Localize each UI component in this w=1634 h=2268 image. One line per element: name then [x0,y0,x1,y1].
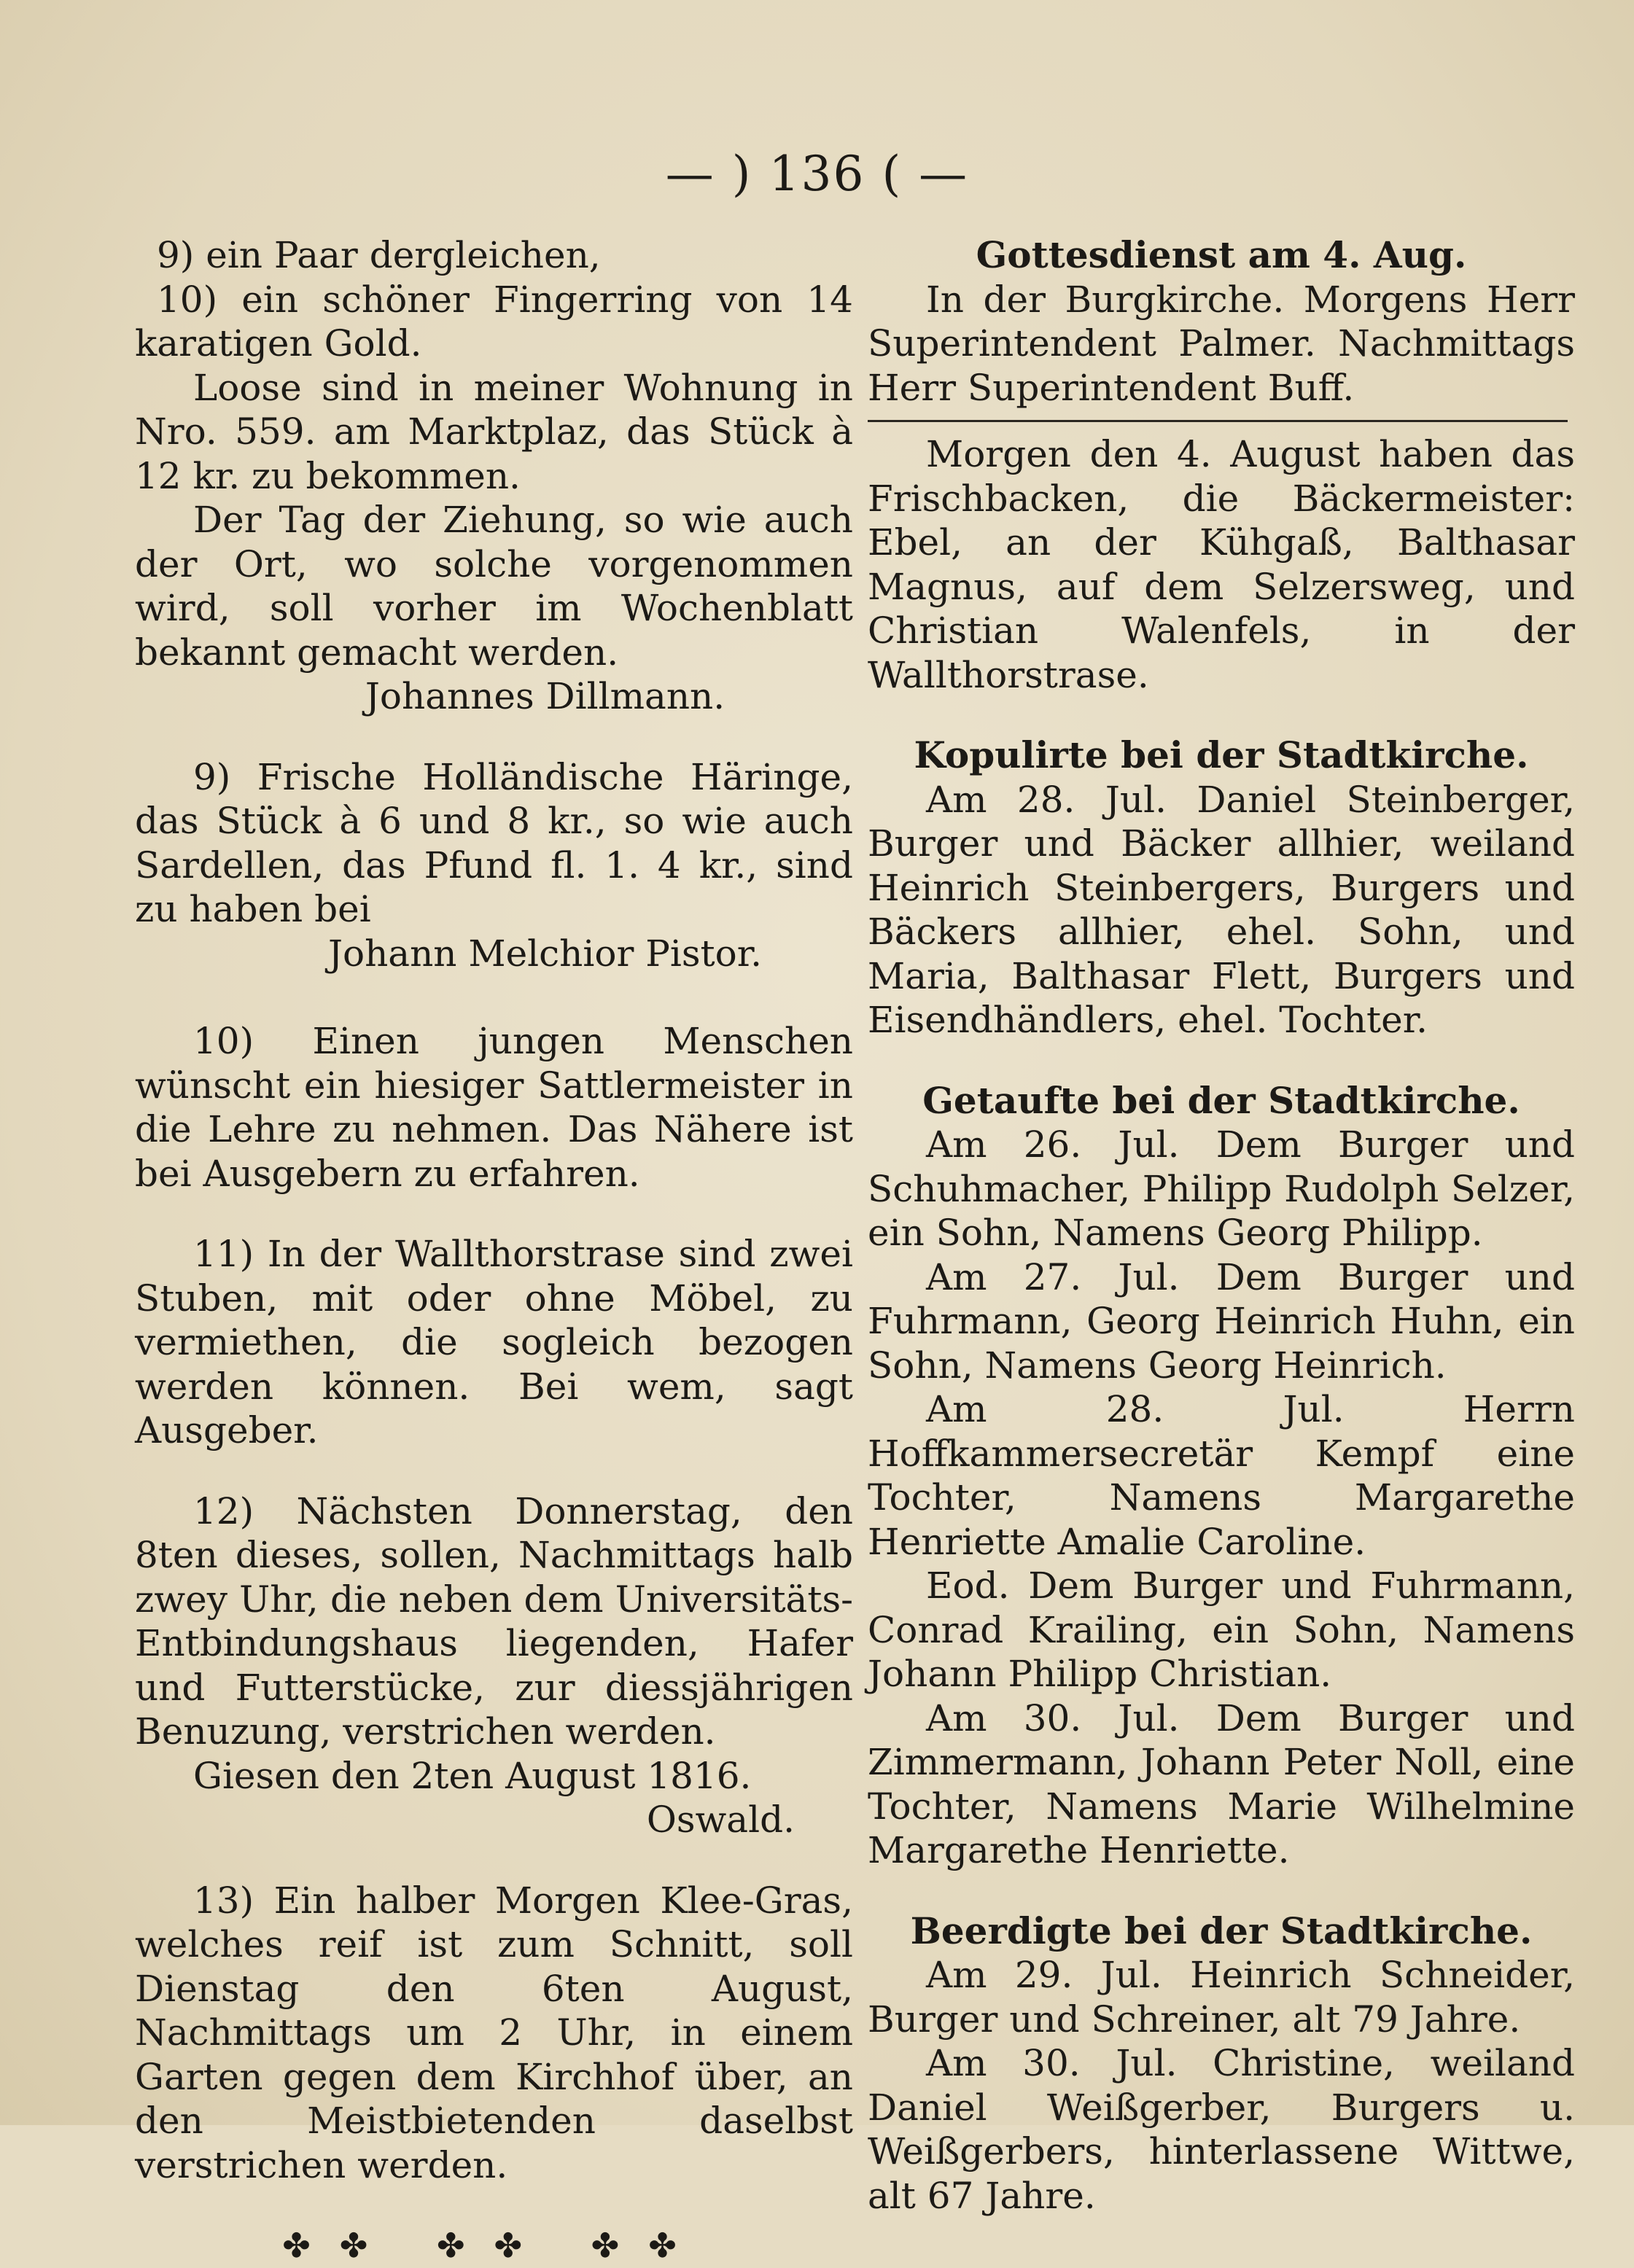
notice-clover-grass: 13) Ein halber Morgen Klee-Gras, welches reif ist zum Schnitt, soll Dienstag den 6ten August, Nachmittags um 2 Uhr, in einem Garten gegen dem Kirchhof über, an den Meistbietenden daselbst verstrichen werden. [135,1879,853,2186]
notice-lottery-tickets: Loose sind in meiner Wohnung in Nro. 559. am Marktplaz, das Stück à 12 kr. zu bekommen. [135,366,853,497]
notice-herring: 9) Frische Holländische Häringe, das Stück à 6 und 8 kr., so wie auch Sardellen, das Pfund fl. 1. 4 kr., sind zu haben bei [135,755,853,930]
notice-item-9: 9) ein Paar dergleichen, [157,234,601,276]
left-column [135,233,853,2268]
service-burgkirche: In der Burgkirche. Morgens Herr Superintendent Palmer. Nachmittags Herr Superintendent Buff. [868,278,1575,409]
notice-auction: 12) Nächsten Donnerstag, den 8ten dieses, sollen, Nachmittags halb zwey Uhr, die neben dem Universitäts-Entbindungshaus liegenden, Hafer und Futterstücke, zur diessjährigen Benuzung, verstrichen werden. [135,1489,853,1753]
section-rule [868,420,1568,422]
notice-date-line: Giesen den 2ten August 1816. [193,1754,752,1797]
baptism-entry-30: Am 30. Jul. Dem Burger und Zimmermann, Johann Peter Noll, eine Tochter, Namens Marie Wilhelmine Margarethe Henriette. [868,1696,1575,1871]
notice-rooms: 11) In der Wallthorstrase sind zwei Stuben, mit oder ohne Möbel, zu vermiethen, die sogleich bezogen werden können. Bei wem, sagt Ausgeber. [135,1233,853,1451]
baptism-entry-27: Am 27. Jul. Dem Burger und Fuhrmann, Georg Heinrich Huhn, ein Sohn, Namens Georg Heinrich. [868,1255,1575,1387]
baptism-entry-26: Am 26. Jul. Dem Burger und Schuhmacher, Philipp Rudolph Selzer, ein Sohn, Namens Georg Philipp. [868,1123,1575,1254]
notice-item-10: 10) ein schöner Fingerring von 14 karatigen Gold. [135,278,853,365]
burial-entry-29: Am 29. Jul. Heinrich Schneider, Burger und Schreiner, alt 79 Jahre. [868,1954,1575,2041]
heading-marriages: Kopulirte bei der Stadtkirche. [914,733,1529,776]
signature-oswald: Oswald. [646,1799,795,1841]
notice-drawing-date: Der Tag der Ziehung, so wie auch der Ort, wo solche vorgenommen wird, soll vorher im Wochenblatt bekannt gemacht werden. [135,499,853,674]
notice-apprentice: 10) Einen jungen Menschen wünscht ein hiesiger Sattlermeister in die Lehre zu nehmen. Das Nähere ist bei Ausgebern zu erfahren. [135,1020,853,1195]
marriage-entry: Am 28. Jul. Daniel Steinberger, Burger und Bäcker allhier, weiland Heinrich Steinbergers, Burgers und Bäckers allhier, ehel. Sohn, und Maria, Balthasar Flett, Burgers und Eisendhändlers, ehel. Tochter. [868,778,1575,1041]
baptism-entry-eod: Eod. Dem Burger und Fuhrmann, Conrad Krailing, ein Sohn, Namens Johann Philipp Christian. [868,1564,1575,1695]
heading-burials: Beerdigte bei der Stadtkirche. [910,1909,1533,1952]
notice-bakers: Morgen den 4. August haben das Frischbacken, die Bäckermeister: Ebel, an der Kühgaß, Balthasar Magnus, auf dem Selzersweg, und Christian Walenfels, in der Wallthorstrase. [868,433,1575,696]
signature-pistor: Johann Melchior Pistor. [327,932,763,975]
page-number-header: — ) 136 ( — [665,146,969,202]
right-column [868,233,1575,2218]
signature-dillmann: Johannes Dillmann. [365,675,725,717]
ornament-divider: ✤✤ ✤✤ ✤✤ [282,2226,706,2265]
heading-baptisms: Getaufte bei der Stadtkirche. [922,1078,1520,1122]
burial-entry-30: Am 30. Jul. Christine, weiland Daniel Weißgerber, Burgers u. Weißgerbers, hinterlassene Wittwe, alt 67 Jahre. [868,2042,1575,2217]
heading-church-service: Gottesdienst am 4. Aug. [976,233,1467,276]
baptism-entry-28: Am 28. Jul. Herrn Hoffkammersecretär Kempf eine Tochter, Namens Margarethe Henriette Amalie Caroline. [868,1388,1575,1563]
